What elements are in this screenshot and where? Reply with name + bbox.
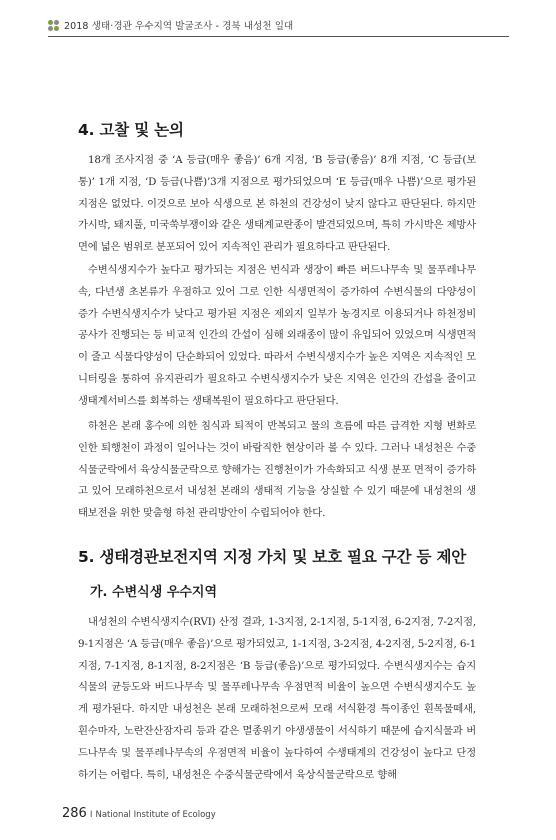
section-4-paragraph-1: 18개 조사지점 중 ‘A 등급(매우 좋음)’ 6개 지점, ‘B 등급(좋음)’ 8개 지점, ‘C 등급(보통)’ 1개 지점, ‘D 등급(나쁨)’3개 지점으로 평가되었으며 ‘E 등급(매우 나쁨)’으로 평가된 지점은 없었다. 이것으로 보아 식생으로 본 하천의 건강성이 낮지 않다고 판단된다. 하지만 가시박, 돼지풀, 미국쑥부쟁이와 같은 생태계교란종이 발견되었으며, 특히 가시박은 제방사면에 넓은 범위로 분포되어 있어 지속적인 관리가 필요하다고 판단된다. xyxy=(78,154,476,254)
section-4-paragraph-3: 하천은 본래 홍수에 의한 침식과 퇴적이 반복되고 물의 흐름에 따른 급격한 지형 변화로 인한 퇴행천이 과정이 일어나는 것이 바람직한 현상이라 볼 수 있다. 그러나 내성천은 수중식물군락에서 육상식물군락으로 향해가는 진행천이가 가속화되고 식생 분포 면적이 증가하고 있어 모래하천으로서 내성천 본래의 생태적 기능을 상실할 수 있기 때문에 내성천의 생태보전을 위한 맞춤형 하천 관리방안이 수립되어야 한다. xyxy=(78,420,476,520)
footer-organization: National Institute of Ecology xyxy=(95,810,216,820)
section-5-subheading: 가. 수변식생 우수지역 xyxy=(90,585,218,600)
header-rule xyxy=(48,36,509,37)
page-footer xyxy=(62,802,216,821)
running-header xyxy=(48,16,509,42)
page-number: 286 xyxy=(62,806,87,821)
section-5-heading: 5. 생태경관보전지역 지정 가치 및 보호 필요 구간 등 제안 xyxy=(78,548,467,566)
header-dots-icon xyxy=(48,20,60,32)
section-4-heading: 4. 고찰 및 논의 xyxy=(78,121,184,139)
footer-separator: I xyxy=(89,810,93,820)
section-5-paragraph-1: 내성천의 수변식생지수(RVI) 산정 결과, 1-3지점, 2-1지점, 5-1지점, 6-2지점, 7-2지점, 9-1지점은 ‘A 등급(매우 좋음)’으로 평가되었고, 1-1지점, 3-2지점, 4-2지점, 5-2지점, 6-1지점, 7-1지점, 8-1지점, 8-2지점은 ‘B 등급(좋음)’으로 평가되었다. 수변식생지수는 습지식물의 균등도와 버드나무속 및 물푸레나무속 우점면적 비율이 높으면 수변식생지수도 높게 평가된다. 하지만 내성천은 본래 모래하천으로써 모래 서식환경 특이종인 흰목물떼새, 흰수마자, 노란잔산잠자리 등과 같은 멸종위기 야생생물이 서식하기 때문에 습지식물과 버드나무속 및 물푸레나무속의 우점면적 비율이 높다하여 수생태계의 건강성이 높다고 단정하기는 어렵다. 특히, 내성천은 수중식물군락에서 육상식물군락으로 향해 xyxy=(78,616,476,781)
header-title: 2018 생태·경관 우수지역 발굴조사 - 경북 내성천 일대 xyxy=(64,21,294,32)
section-4-paragraph-2: 수변식생지수가 높다고 평가되는 지점은 번식과 생장이 빠른 버드나무속 및 물푸레나무속, 다년생 초본류가 우점하고 있어 그로 인한 식생면적이 증가하여 수변식물의 다양성이 증가 수변식생지수가 낮다고 평가된 지점은 제외지 일부가 농경지로 이용되거나 하천정비공사가 진행되는 등 비교적 인간의 간섭이 심해 외래종이 많이 유입되어 있었으며 식생면적이 줄고 식물다양성이 단순화되어 있었다. 따라서 수변식생지수가 높은 지역은 지속적인 모니터링을 통하여 유지관리가 필요하고 수변식생지수가 낮은 지역은 인간의 간섭을 줄이고 생태계서비스를 회복하는 생태복원이 필요하다고 판단된다. xyxy=(78,264,476,407)
